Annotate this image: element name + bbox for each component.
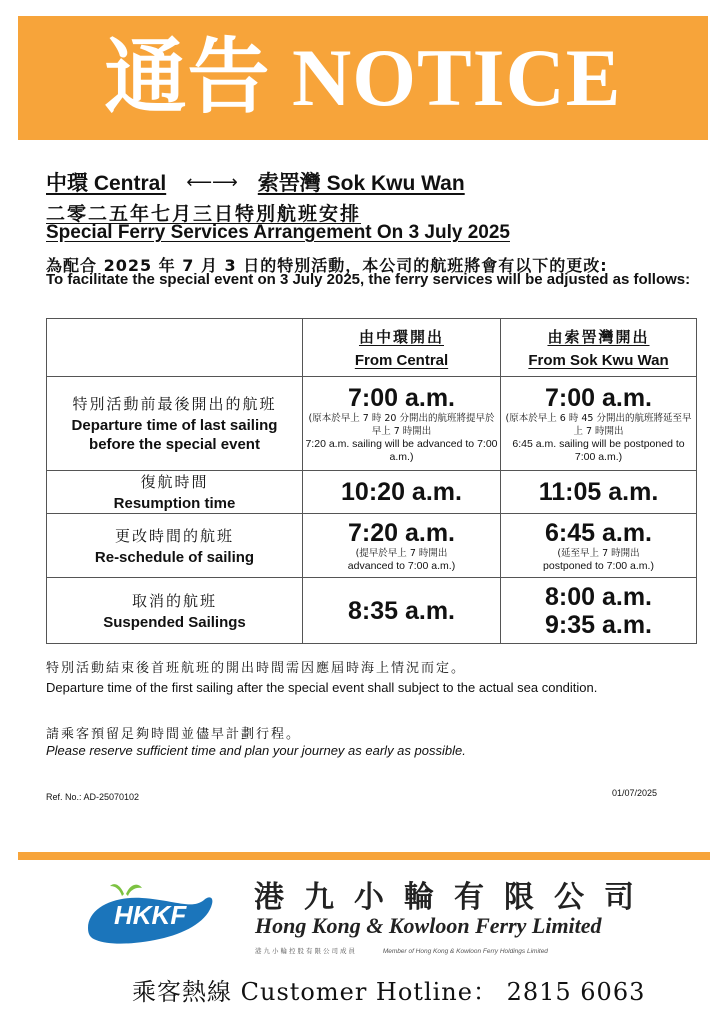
skw-note-en: postponed to 7:00 a.m.)	[543, 559, 654, 572]
double-arrow-icon: ⟵⟶	[186, 171, 238, 192]
central-time: 7:20 a.m.	[347, 518, 455, 547]
central-time: 10:20 a.m.	[341, 478, 462, 506]
skw-time-1: 8:00 a.m.	[544, 582, 652, 611]
header-central-cell	[303, 319, 501, 377]
route-to: 索罟灣 Sok Kwu Wan	[257, 172, 465, 195]
central-time-cell	[303, 471, 501, 514]
route-from: 中環 Central	[46, 172, 167, 195]
notice-banner	[18, 16, 708, 140]
skw-note-en: 6:45 a.m. sailing will be postponed to 7:00 a.m.)	[512, 437, 685, 463]
hkkf-whale-logo-icon	[84, 880, 234, 960]
intro-en: To facilitate the special event on 3 July 2025, the ferry services will be adjusted as follows:	[46, 271, 691, 288]
row-label-cell	[47, 578, 303, 644]
table-row	[47, 514, 697, 578]
central-note-zh: (原本於早上 7 時 20 分開出的航班將提早於早上 7 時開出	[308, 412, 495, 437]
central-note-zh: (提早於早上 7 時開出	[355, 547, 448, 559]
central-time: 7:00 a.m.	[347, 383, 455, 412]
row-label-zh: 特別活動前最後開出的航班	[72, 395, 277, 413]
header-skw-zh: 由索罟灣開出	[547, 328, 650, 346]
header-skw-en: From Sok Kwu Wan	[528, 352, 669, 369]
notice-date: 01/07/2025	[612, 788, 658, 798]
orange-divider	[18, 852, 710, 860]
row-label-cell	[47, 471, 303, 514]
header-skw-cell	[501, 319, 697, 377]
row-label-en: Suspended Sailings	[103, 613, 246, 631]
skw-time: 11:05 a.m.	[538, 478, 659, 506]
header-central-zh: 由中環開出	[358, 328, 444, 346]
table-row	[47, 377, 697, 471]
skw-time-cell	[501, 377, 697, 471]
skw-note-zh: (延至早上 7 時開出	[557, 547, 640, 559]
central-time: 8:35 a.m.	[347, 596, 455, 625]
sea-note-zh: 特別活動結束後首班航班的開出時間需因應屆時海上情況而定。	[46, 661, 467, 676]
row-label-zh: 取消的航班	[131, 591, 217, 610]
row-label-cell	[47, 514, 303, 578]
reference-number: Ref. No.: AD-25070102	[46, 792, 140, 802]
central-time-cell	[303, 377, 501, 471]
header-central-en: From Central	[354, 352, 449, 369]
skw-note-zh: (原本於早上 6 時 45 分開出的航班將延至早上 7 時開出	[505, 412, 692, 437]
member-en: Member of Hong Kong & Kowloon Ferry Holdings Limited	[382, 948, 548, 955]
header-blank-cell	[47, 319, 303, 377]
table-header-row	[47, 319, 697, 377]
intro-zh: 為配合 2025 年 7 月 3 日的特別活動，本公司的航班將會有以下的更改:	[46, 256, 608, 275]
notice-title: 通告 NOTICE	[104, 32, 622, 123]
row-label-cell	[47, 377, 303, 471]
logo-text: HKKF	[114, 900, 187, 930]
title-zh: 二零二五年七月三日特別航班安排	[46, 203, 362, 225]
member-zh: 港九小輪控股有限公司成員	[255, 947, 357, 955]
table-row	[47, 471, 697, 514]
skw-time-cell	[501, 578, 697, 644]
member-line	[255, 946, 548, 955]
row-label-en: Resumption time	[113, 495, 236, 512]
skw-time: 7:00 a.m.	[544, 383, 652, 412]
customer-hotline: 乘客熱線 Customer Hotline： 2815 6063	[132, 978, 646, 1006]
central-note-en: 7:20 a.m. sailing will be advanced to 7:00 a.m.)	[305, 437, 498, 463]
central-time-cell	[303, 514, 501, 578]
title-en: Special Ferry Services Arrangement On 3 July 2025	[46, 222, 510, 243]
row-label-en: Departure time of last sailing before the special event	[71, 417, 278, 453]
central-time-cell	[303, 578, 501, 644]
route-heading	[46, 167, 465, 197]
skw-time-2: 9:35 a.m.	[544, 610, 652, 639]
schedule-table	[46, 318, 697, 644]
row-label-zh: 復航時間	[140, 473, 209, 491]
company-name-zh: 港九小輪有限公司	[254, 880, 654, 915]
row-label-en: Re-schedule of sailing	[94, 548, 255, 566]
central-note-en: advanced to 7:00 a.m.)	[347, 559, 456, 572]
plan-note-en: Please reserve sufficient time and plan your journey as early as possible.	[46, 743, 466, 758]
skw-time: 6:45 a.m.	[544, 518, 652, 547]
plan-note-zh: 請乘客預留足夠時間並儘早計劃行程。	[46, 727, 302, 742]
skw-time-cell	[501, 514, 697, 578]
company-name-en: Hong Kong & Kowloon Ferry Limited	[255, 913, 602, 938]
skw-time-cell	[501, 471, 697, 514]
table-row	[47, 578, 697, 644]
row-label-zh: 更改時間的航班	[114, 526, 234, 545]
sea-note-en: Departure time of the first sailing after the special event shall subject to the actual sea condition.	[46, 680, 598, 695]
